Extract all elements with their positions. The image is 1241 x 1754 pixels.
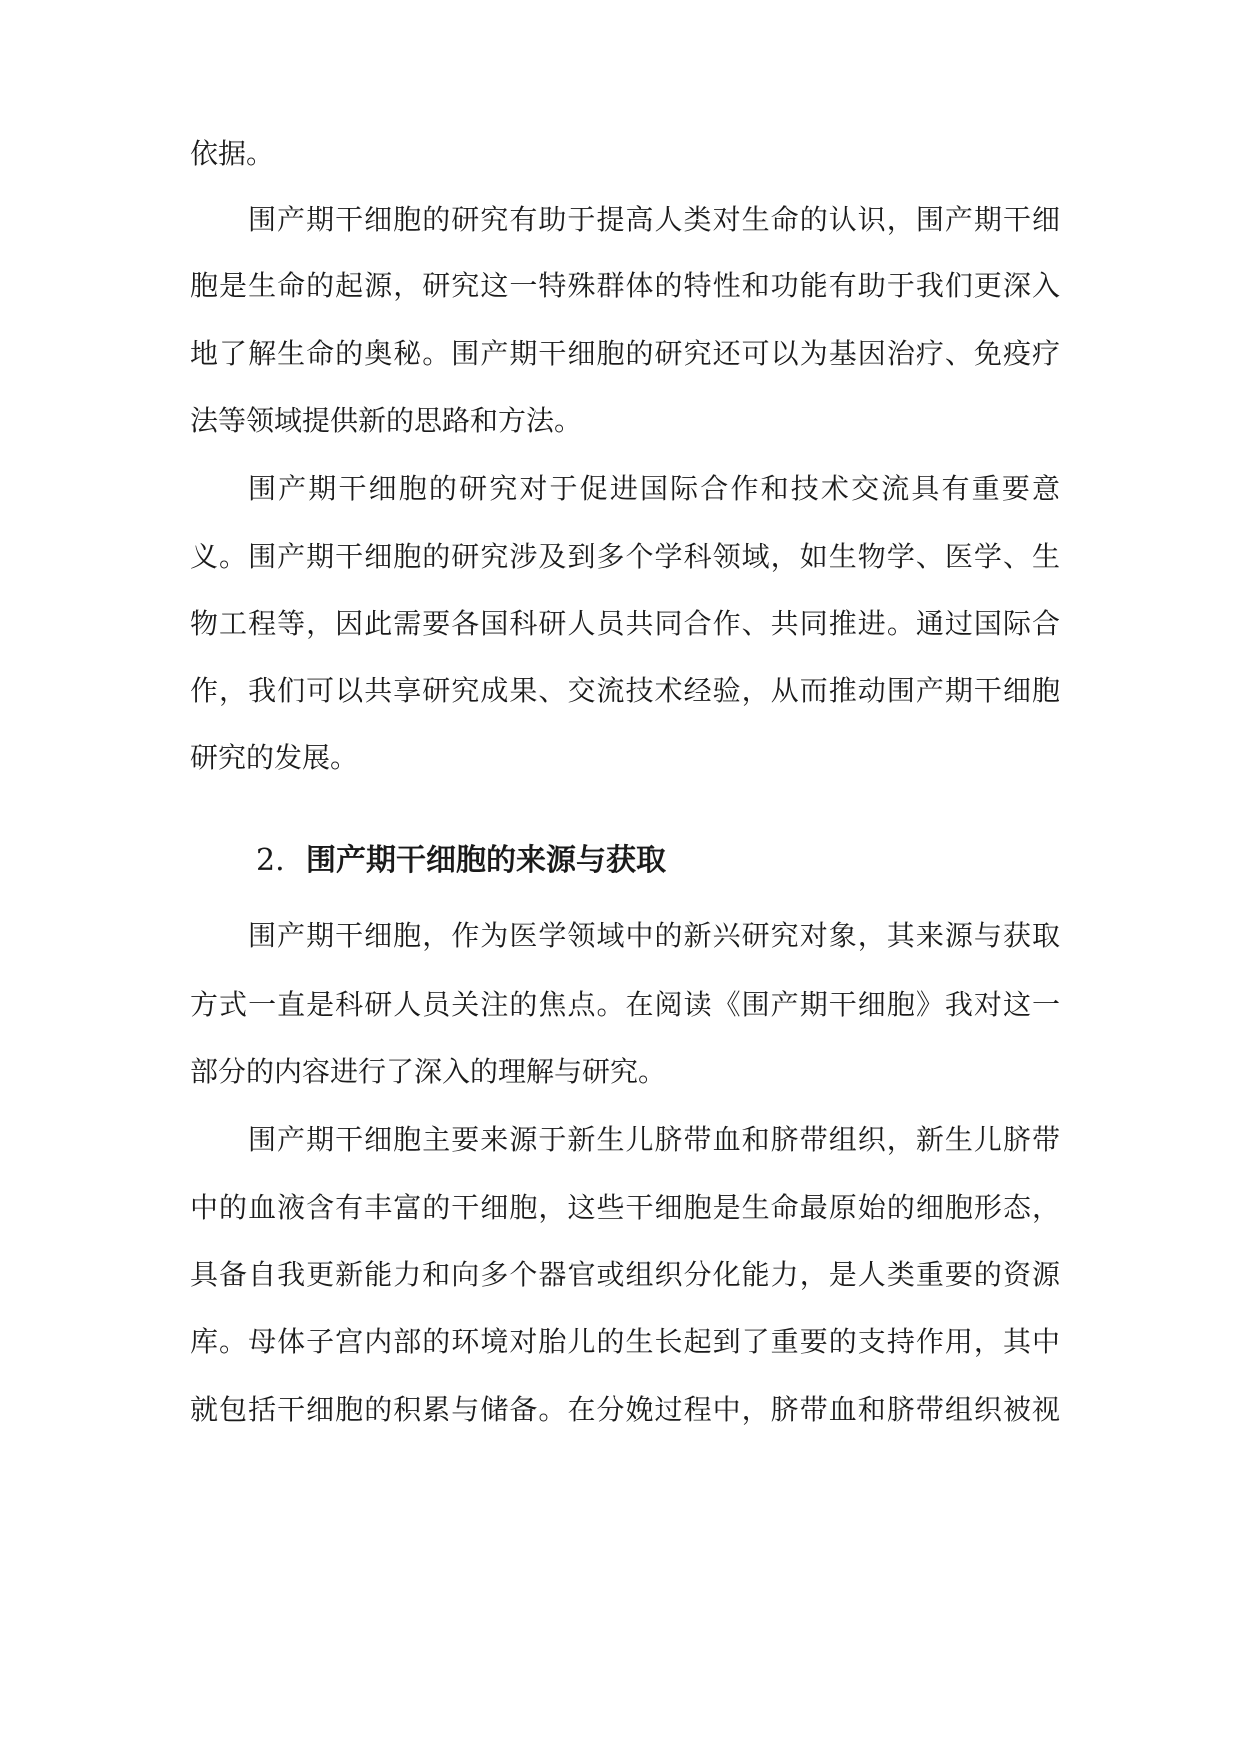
paragraph-line: 部分的内容进行了深入的理解与研究。 — [190, 1055, 667, 1088]
section-heading — [256, 839, 956, 883]
paragraph-line: 胞是生命的起源，研究这一特殊群体的特性和功能有助于我们更深入 — [190, 269, 1060, 302]
paragraph-line: 中的血液含有丰富的干细胞，这些干细胞是生命最原始的细胞形态， — [190, 1191, 1060, 1224]
paragraph-line: 围产期干细胞的研究有助于提高人类对生命的认识，围产期干细 — [248, 203, 1060, 236]
section-title: 围产期干细胞的来源与获取 — [306, 843, 666, 878]
paragraph-line: 就包括干细胞的积累与储备。在分娩过程中，脐带血和脐带组织被视 — [190, 1393, 1060, 1426]
paragraph-line: 物工程等，因此需要各国科研人员共同合作、共同推进。通过国际合 — [190, 607, 1060, 640]
paragraph-line: 研究的发展。 — [190, 741, 359, 774]
paragraph-line: 库。母体子宫内部的环境对胎儿的生长起到了重要的支持作用，其中 — [190, 1325, 1060, 1358]
paragraph-line: 围产期干细胞的研究对于促进国际合作和技术交流具有重要意 — [248, 472, 1060, 505]
section-number: 2. — [256, 843, 285, 878]
paragraph-line: 方式一直是科研人员关注的焦点。在阅读《围产期干细胞》我对这一 — [190, 988, 1060, 1021]
paragraph-line: 围产期干细胞，作为医学领域中的新兴研究对象，其来源与获取 — [248, 919, 1060, 952]
paragraph-line: 依据。 — [190, 137, 275, 170]
paragraph-line: 地了解生命的奥秘。围产期干细胞的研究还可以为基因治疗、免疫疗 — [190, 337, 1060, 370]
paragraph-line: 具备自我更新能力和向多个器官或组织分化能力，是人类重要的资源 — [190, 1258, 1060, 1291]
paragraph-line: 法等领域提供新的思路和方法。 — [190, 404, 583, 437]
paragraph-line: 义。围产期干细胞的研究涉及到多个学科领域，如生物学、医学、生 — [190, 540, 1060, 573]
paragraph-line: 围产期干细胞主要来源于新生儿脐带血和脐带组织，新生儿脐带 — [248, 1123, 1060, 1156]
paragraph-line: 作，我们可以共享研究成果、交流技术经验，从而推动围产期干细胞 — [190, 674, 1060, 707]
